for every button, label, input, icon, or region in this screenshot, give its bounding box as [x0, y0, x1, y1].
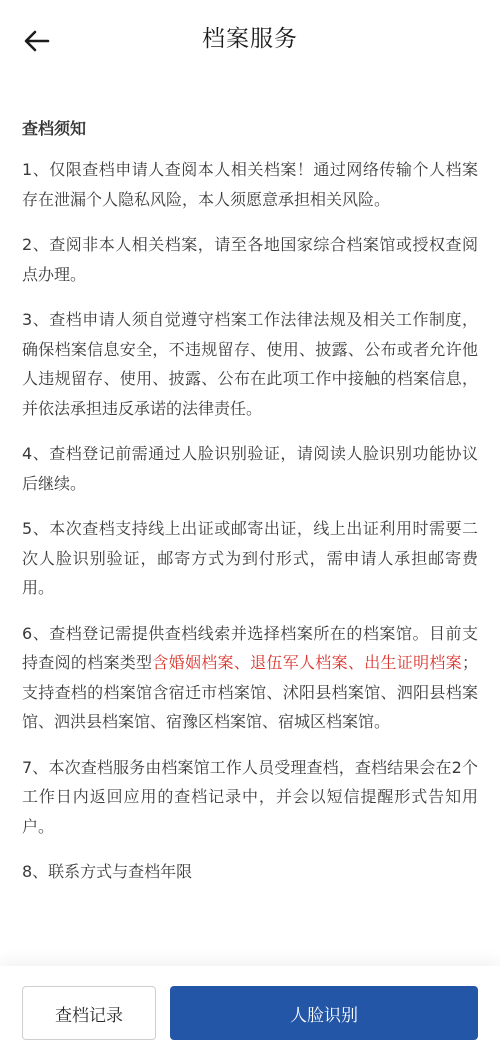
bottom-action-bar: [0, 966, 500, 1058]
back-button[interactable]: [20, 24, 54, 58]
notice-heading: 查档须知: [22, 119, 87, 138]
page-title: 档案服务: [202, 26, 298, 52]
notice-item-1: 1、仅限查档申请人查阅本人相关档案！通过网络传输个人档案存在泄漏个人隐私风险，本人须愿意承担相关风险。: [22, 160, 478, 209]
notice-item-6-text-a: 6、查档登记需提供查档线索并选择档案所在的档案馆。目前支持查阅的档案类型: [22, 623, 478, 672]
notice-content[interactable]: [22, 112, 478, 962]
archive-types-highlight: 含婚姻档案、退伍军人档案、出生证明档案: [152, 653, 462, 672]
notice-item-4: 4、查档登记前需通过人脸识别验证，请阅读人脸识别功能协议后继续。: [22, 444, 478, 493]
top-bar: [0, 0, 500, 80]
notice-item-6-text-b: ；支持查档的档案馆含宿迁市档案馆、沭阳县档案馆、泗阳县档案馆、泗洪县档案馆、宿豫区档案馆、宿城区档案馆。: [22, 653, 478, 731]
arrow-left-icon: [24, 30, 50, 52]
notice-item-6: [22, 619, 478, 737]
notice-item-7: 7、本次查档服务由档案馆工作人员受理查档，查档结果会在2个工作日内返回应用的查档记录中，并会以短信提醒形式告知用户。: [22, 757, 478, 836]
face-recognition-button[interactable]: 人脸识别: [170, 986, 478, 1040]
notice-item-2: 2、查阅非本人相关档案，请至各地国家综合档案馆或授权查阅点办理。: [22, 235, 478, 284]
notice-item-3: 3、查档申请人须自觉遵守档案工作法律法规及相关工作制度，确保档案信息安全，不违规留存、使用、披露、公布或者允许他人违规留存、使用、披露、公布在此项工作中接触的档案信息，并依法承担违反承诺的法律责任。: [22, 310, 478, 418]
notice-item-5: 5、本次查档支持线上出证或邮寄出证，线上出证利用时需要二次人脸识别验证，邮寄方式为到付形式，需申请人承担邮寄费用。: [22, 519, 478, 597]
query-records-button[interactable]: 查档记录: [22, 986, 156, 1040]
notice-item-8: 8、联系方式与查档年限: [22, 862, 193, 881]
